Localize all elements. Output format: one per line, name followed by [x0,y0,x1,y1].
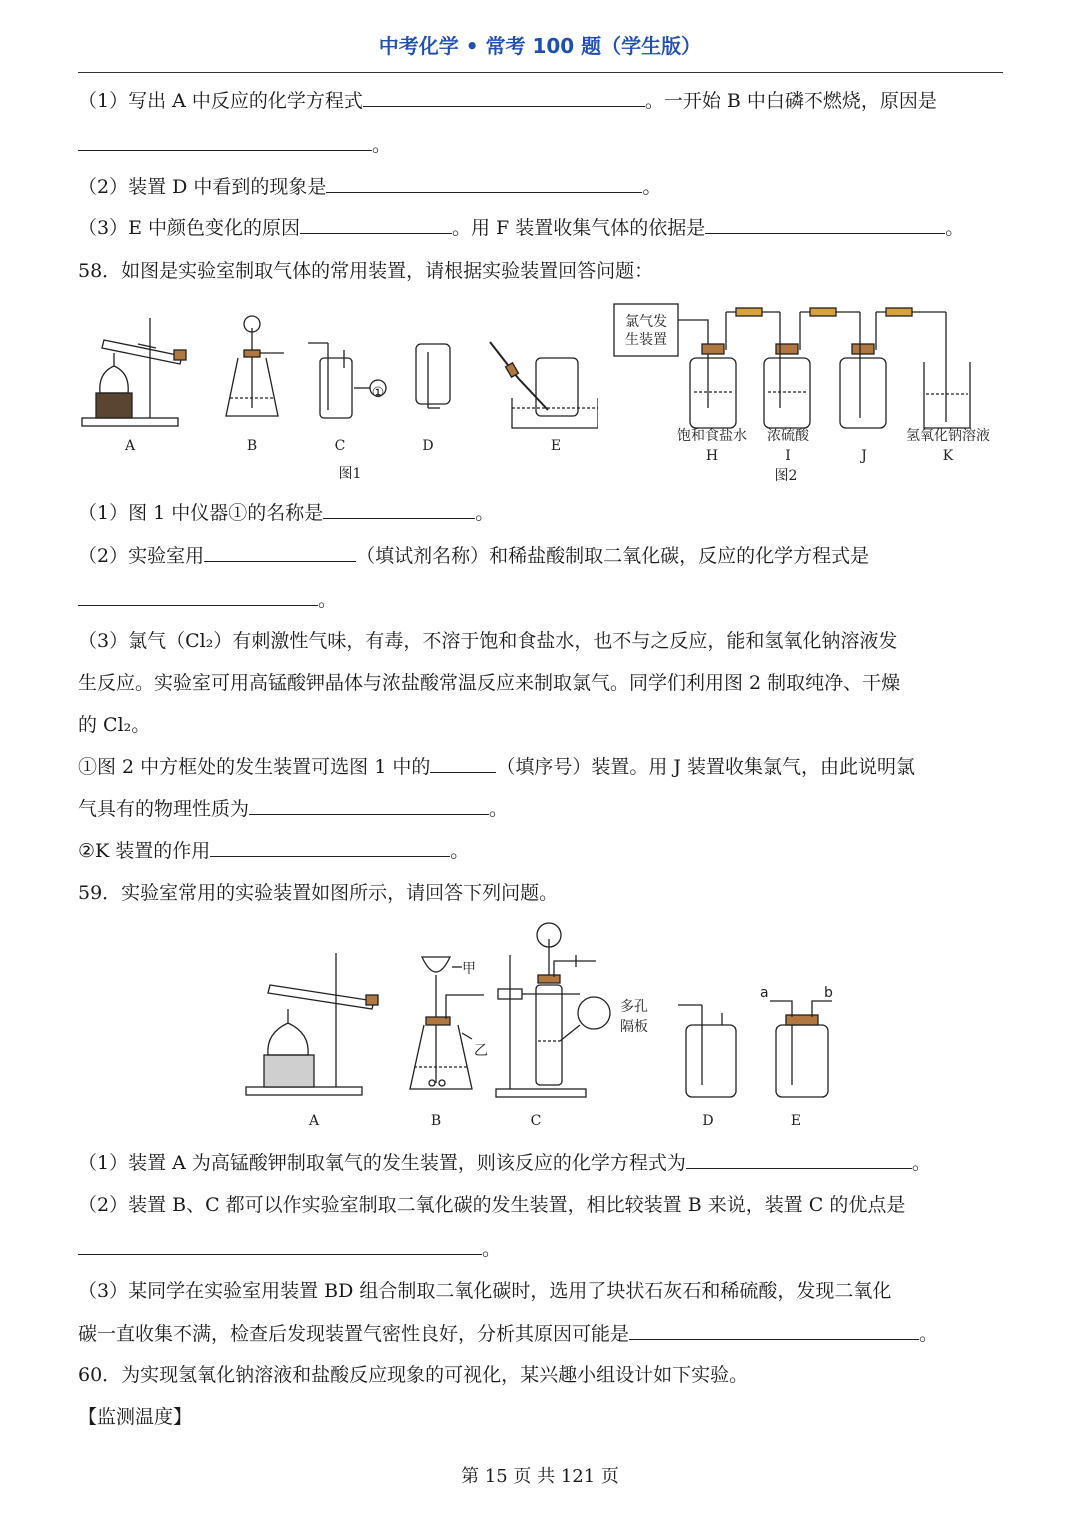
q59-label-e: E [790,1113,802,1129]
q59-label-c: C [530,1113,542,1129]
q58-sub3-line3: 的 Cl₂。 [78,714,151,736]
fig2-label-j: J [861,448,867,464]
q60-title: 60．为实现氢氧化钠溶液和盐酸反应现象的可视化，某兴趣小组设计如下实验。 [78,1364,749,1386]
fig1-label-c: C [334,438,346,454]
q59-title: 59．实验室常用的实验装置如图所示，请回答下列问题。 [78,882,559,904]
q58-sub3-item1 [78,752,915,779]
q57-p1-text-a: （1）写出 A 中反应的化学方程式 [78,90,363,112]
answer-blank[interactable] [705,217,945,234]
bottle-name-i: 浓硫酸 [767,428,809,444]
generator-box-line1: 氯气发 [625,314,667,330]
fig2-label-k: K [942,448,954,464]
q59-label-d: D [702,1113,714,1129]
answer-blank[interactable] [326,176,642,193]
q58-title: 58．如图是实验室制取气体的常用装置，请根据实验装置回答问题： [78,260,654,282]
q57-p3-text-c: 。 [945,217,965,239]
answer-blank[interactable] [300,217,452,234]
q58-s3i2-text-a: ②K 装置的作用 [78,840,211,862]
fig1-label-d: D [422,438,434,454]
header-rule [78,72,1003,73]
page-header: 中考化学 • 常考 100 题（学生版） [378,34,702,58]
q57-part3 [78,213,964,240]
q58-s1-text-b: 。 [475,502,495,524]
q58-figure-2 [608,298,1008,488]
port-a: a [760,985,769,1001]
q57-p3-text-b: 。用 F 装置收集气体的依据是 [452,217,706,239]
fig2-label-h: H [705,448,719,464]
answer-blank[interactable] [78,1238,482,1255]
answer-blank[interactable] [629,1323,919,1340]
answer-blank[interactable] [78,589,318,606]
answer-blank[interactable] [686,1152,912,1169]
q59-sub2-cont [78,1234,501,1261]
q58-sub3-item1-cont [78,794,508,821]
fig1-label-a: A [124,438,136,454]
q57-part1-cont [78,130,391,157]
q58-sub3-line2: 生反应。实验室可用高锰酸钾晶体与浓盐酸常温反应来制取氯气。同学们利用图 2 制取纯净、干燥 [78,672,901,694]
q59-sub2: （2）装置 B、C 都可以作实验室制取二氧化碳的发生装置，相比较装置 B 来说，装置 C 的优点是 [78,1194,906,1216]
generator-box-line2: 生装置 [625,332,667,348]
fig2-label-i: I [785,448,791,464]
answer-blank[interactable] [363,90,645,107]
q57-p3-text-a: （3）E 中颜色变化的原因 [78,217,300,239]
q58-s2-text-b: （填试剂名称）和稀盐酸制取二氧化碳，反应的化学方程式是 [356,545,870,567]
q58-sub1 [78,498,494,525]
q59-s1-text-b: 。 [911,1152,931,1174]
q58-figure-1 [78,298,598,488]
q58-s2-text-a: （2）实验室用 [78,545,205,567]
answer-blank[interactable] [210,840,450,857]
q57-p2-text-a: （2）装置 D 中看到的现象是 [78,176,327,198]
bottle-name-k: 氢氧化钠溶液 [906,428,990,444]
answer-blank[interactable] [249,798,489,815]
q59-s2-text-b: 。 [482,1238,502,1260]
q59-sub3-line2 [78,1319,938,1346]
q59-label-a: A [308,1113,320,1129]
fig1-label-b: B [246,438,258,454]
q57-p2-text-b: 。 [642,176,662,198]
port-b: b [824,985,833,1001]
porous-label-1: 多孔 [620,999,648,1015]
bottle-name-h: 饱和食盐水 [677,428,747,444]
q58-sub2-cont [78,585,337,612]
porous-label-2: 隔板 [620,1019,648,1035]
page-footer: 第 15 页 共 121 页 [461,1466,619,1487]
circle-mark-1: ① [371,385,385,401]
q58-s1-text-a: （1）图 1 中仪器①的名称是 [78,502,324,524]
q58-s3i1-text-b: （填序号）装置。用 J 装置收集氯气，由此说明氯 [496,756,916,778]
q59-s1-text-a: （1）装置 A 为高锰酸钾制取氧气的发生装置，则该反应的化学方程式为 [78,1152,686,1174]
answer-blank[interactable] [78,134,372,151]
q58-s3i2-text-b: 。 [450,840,470,862]
fig2-caption: 图2 [774,468,798,484]
fig1-label-e: E [550,438,562,454]
q59-sub1 [78,1148,931,1175]
fig1-caption: 图1 [338,466,362,482]
answer-blank[interactable] [323,502,475,519]
q58-sub2 [78,541,869,568]
q58-s2-text-c: 。 [318,589,338,611]
label-yi: 乙 [474,1043,488,1059]
q60-section: 【监测温度】 [78,1406,193,1428]
answer-blank[interactable] [204,545,356,562]
q57-p1-text-c: 。 [372,134,392,156]
q57-part1 [78,86,937,113]
answer-blank[interactable] [430,756,496,773]
q58-sub3-item2 [78,836,469,863]
q57-part2 [78,172,661,199]
label-jia: 甲 [462,961,476,977]
q59-label-b: B [430,1113,442,1129]
q58-sub3-line1: （3）氯气（Cl₂）有刺激性气味，有毒，不溶于饱和食盐水，也不与之反应，能和氢氧化钠溶液发 [78,630,898,652]
q58-s3i1-text-a: ①图 2 中方框处的发生装置可选图 1 中的 [78,756,431,778]
q59-s3-text-b: 。 [919,1323,939,1345]
q59-s3-text-a: 碳一直收集不满，检查后发现装置气密性良好，分析其原因可能是 [78,1323,630,1345]
q59-figure [240,915,850,1135]
q58-s3i1-text-c: 气具有的物理性质为 [78,798,250,820]
q58-s3i1-text-d: 。 [489,798,509,820]
q59-sub3-line1: （3）某同学在实验室用装置 BD 组合制取二氧化碳时，选用了块状石灰石和稀硫酸，发现二氧化 [78,1280,892,1302]
q57-p1-text-b: 。一开始 B 中白磷不燃烧，原因是 [644,90,937,112]
